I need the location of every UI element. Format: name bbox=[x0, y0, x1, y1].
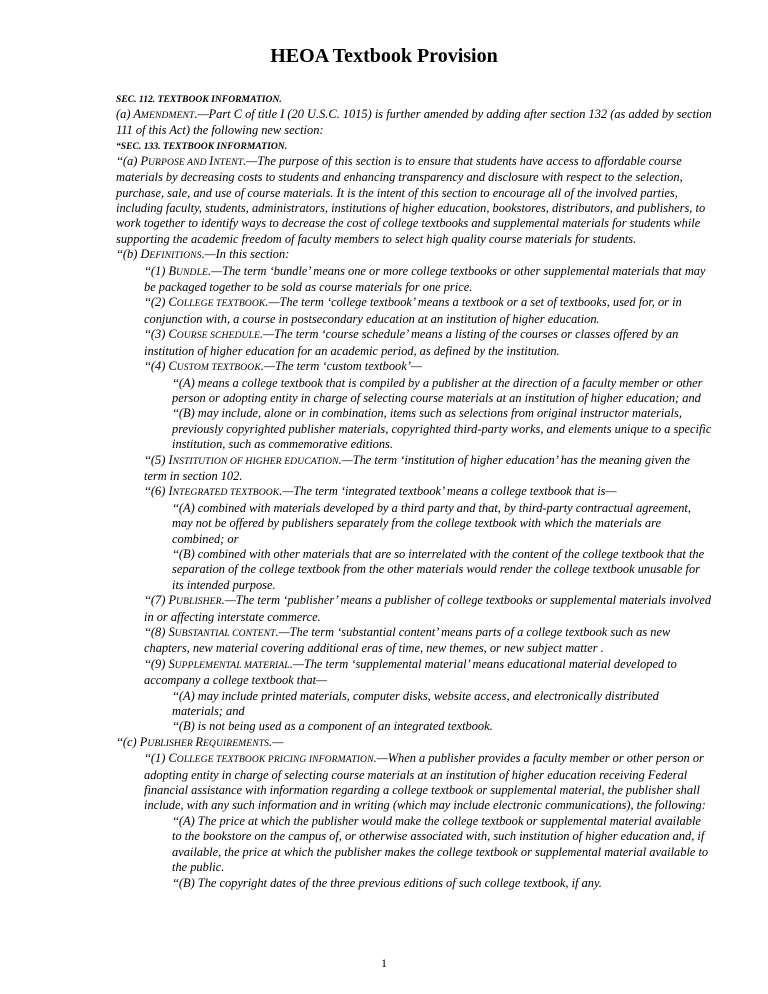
heading-small-caps: NSTITUTION OF HIGHER EDUCATION bbox=[172, 455, 339, 467]
provision-paragraph bbox=[116, 625, 712, 657]
provision-paragraph bbox=[116, 247, 712, 263]
provision-paragraph bbox=[116, 593, 712, 625]
paragraph-text: “SEC. 133. TEXTBOOK INFORMATION. bbox=[116, 140, 288, 152]
paragraph-text: ‘‘(A) The price at which the publisher would make the college textbook or supplemental material available to the bookstore on the campus of, or otherwise associated with, such institution of higher education and, if available, the price at which the publisher makes the college textbook or supplemental material available to the public. bbox=[172, 813, 709, 875]
section-heading bbox=[116, 139, 712, 154]
provision-paragraph bbox=[116, 327, 712, 359]
page-number: 1 bbox=[381, 956, 387, 970]
heading-small-caps: UBLISHER bbox=[176, 596, 222, 608]
heading-initial: I bbox=[168, 484, 173, 499]
provision-paragraph bbox=[116, 107, 712, 139]
heading-initial: C bbox=[168, 359, 177, 374]
heading-small-caps: OURSE SCHEDULE bbox=[176, 330, 260, 342]
paragraph-lead: ‘‘(1) bbox=[144, 751, 169, 766]
heading-small-caps: OLLEGE TEXTBOOK PRICING INFORMATION bbox=[176, 754, 374, 766]
paragraph-text: .—The term ‘course schedule’ means a listing of the courses or classes offered by an institution of higher education for an academic period, as defined by the institution. bbox=[144, 327, 679, 358]
provision-paragraph bbox=[116, 876, 712, 891]
paragraph-lead: ‘‘(b) bbox=[116, 247, 141, 262]
heading-initial: P bbox=[168, 593, 177, 608]
paragraph-text: .—Part C of title I (20 U.S.C. 1015) is further amended by adding after section 132 (as added by section 111 of this Act) the following new section: bbox=[116, 107, 712, 138]
heading-small-caps: UPPLEMENTAL MATERIAL bbox=[174, 659, 290, 671]
paragraph-lead: ‘‘(4) bbox=[144, 359, 169, 374]
heading-initial: P bbox=[140, 153, 149, 168]
paragraph-text: ‘‘(A) combined with materials developed by a third party and that, by third-party contractual agreement, may not be offered by publishers separately from the college textbook with which the materials are combined; or bbox=[172, 500, 691, 546]
paragraph-lead: ‘‘(a) bbox=[116, 153, 141, 168]
paragraph-text: .—The term ‘bundle’ means one or more college textbooks or other supplemental materials that may be packaged together to be sold as course materials for one price. bbox=[144, 263, 706, 295]
heading-initial: D bbox=[140, 247, 150, 262]
paragraph-lead: ‘‘(5) bbox=[144, 452, 169, 467]
paragraph-text: ‘‘(A) means a college textbook that is compiled by a publisher at the direction of a faculty member or other person or adopting entity in charge of selecting course materials at an institution of higher education; and bbox=[172, 375, 703, 405]
paragraph-text: .—The term ‘supplemental material’ means educational material developed to accompany a college textbook that— bbox=[144, 656, 677, 688]
provision-paragraph bbox=[116, 406, 712, 452]
heading-initial: S bbox=[168, 625, 175, 639]
paragraph-lead: ‘‘(7) bbox=[144, 593, 169, 608]
heading-small-caps: OLLEGE TEXTBOOK bbox=[176, 298, 266, 310]
heading-small-caps: NTEGRATED TEXTBOOK bbox=[172, 487, 280, 499]
heading-initial: P bbox=[139, 734, 148, 749]
provision-paragraph bbox=[116, 735, 712, 751]
heading-initial: C bbox=[168, 327, 177, 342]
provision-paragraph bbox=[116, 657, 712, 689]
paragraph-lead: ‘‘(3) bbox=[144, 327, 169, 342]
provision-paragraph bbox=[116, 154, 712, 247]
paragraph-text: ‘‘(A) may include printed materials, computer disks, website access, and electronically distributed materials; and bbox=[172, 688, 659, 719]
provision-paragraph bbox=[116, 359, 712, 375]
paragraph-text: ‘‘(B) The copyright dates of the three previous editions of such college textbook, if any. bbox=[172, 875, 602, 890]
provision-paragraph bbox=[116, 719, 712, 734]
paragraph-text: .—The term ‘publisher’ means a publisher of college textbooks or supplemental materials involved in or affecting interstate commerce. bbox=[144, 593, 712, 624]
provision-paragraph bbox=[116, 295, 712, 327]
paragraph-lead: ‘‘(c) bbox=[116, 734, 140, 749]
heading-small-caps: USTOM TEXTBOOK bbox=[176, 362, 261, 374]
heading-initial: C bbox=[168, 295, 177, 310]
heading-initial: A bbox=[133, 107, 141, 121]
provision-paragraph bbox=[116, 547, 712, 593]
section-heading bbox=[116, 92, 712, 107]
paragraph-text: .—The term ‘institution of higher education’ has the meaning given the term in section 102. bbox=[144, 452, 690, 483]
heading-initial: B bbox=[168, 263, 177, 278]
paragraph-text: ‘‘(B) may include, alone or in combination, items such as selections from original instructor materials, previously copyrighted publisher materials, copyrighted third-party works, and elements unique to a specific institution, such as commemorative editions. bbox=[172, 406, 712, 452]
heading-initial: S bbox=[168, 656, 175, 671]
provision-paragraph bbox=[116, 751, 712, 814]
provision-paragraph bbox=[116, 689, 712, 720]
paragraph-lead: ‘‘(8) bbox=[144, 625, 169, 639]
provision-paragraph bbox=[116, 501, 712, 547]
paragraph-text: .—The purpose of this section is to ensure that students have access to affordable course materials by decreasing costs to students and enhancing transparency and disclosure with respect to the selection, purchase, sale, and use of course materials. It is the intent of this section to encourage all of the involved parties, including faculty, students, administrators, institutions of higher education, bookstores, distributors, and publishers, to work together to identify ways to decrease the cost of college textbooks and supplemental materials for students while supporting the academic freedom of faculty members to select high quality course materials for students. bbox=[116, 153, 706, 246]
paragraph-lead: ‘‘(9) bbox=[144, 656, 169, 671]
heading-initial: I bbox=[209, 153, 214, 168]
paragraph-lead: ‘‘(2) bbox=[144, 295, 169, 310]
heading-initial: I bbox=[168, 452, 173, 467]
provision-paragraph bbox=[116, 484, 712, 500]
provision-paragraph bbox=[116, 264, 712, 296]
provision-paragraph bbox=[116, 376, 712, 407]
paragraph-text: SEC. 112. TEXTBOOK INFORMATION. bbox=[116, 94, 282, 105]
heading-small-caps: MENDMENT bbox=[140, 110, 195, 121]
paragraph-text: .—In this section: bbox=[201, 247, 290, 262]
heading-small-caps: UBSTANTIAL CONTENT bbox=[174, 628, 276, 639]
paragraph-text: .—When a publisher provides a faculty member or other person or adopting entity in charge of selecting course materials at an institution of higher education receiving Federal financial assistance with information regarding a college textbook or supplemental material, the publisher shall include, with any such information and in writing (which may include electronic communications), the following: bbox=[144, 751, 706, 813]
paragraph-lead: (a) bbox=[116, 107, 134, 121]
provision-paragraph bbox=[116, 453, 712, 485]
document-body bbox=[116, 92, 712, 891]
heading-small-caps: URPOSE AND bbox=[148, 156, 210, 168]
paragraph-text: ‘‘(B) combined with other materials that are so interrelated with the content of the college textbook that the separation of the college textbook from the other materials would render the college textbook unusable for its intended purpose. bbox=[172, 546, 705, 592]
document-title: HEOA Textbook Provision bbox=[270, 45, 498, 67]
paragraph-text: .—The term ‘custom textbook’— bbox=[260, 359, 422, 374]
paragraph-text: .—The term ‘substantial content’ means parts of a college textbook such as new chapters, new material covering additional eras of time, new themes, or new subject matter . bbox=[144, 625, 671, 656]
paragraph-lead: ‘‘(1) bbox=[144, 263, 169, 278]
paragraph-text: .—The term ‘integrated textbook’ means a college textbook that is— bbox=[279, 484, 617, 499]
heading-small-caps: UBLISHER bbox=[147, 737, 196, 749]
heading-initial: R bbox=[195, 734, 203, 749]
heading-small-caps: NTENT bbox=[213, 156, 244, 168]
provision-paragraph bbox=[116, 814, 712, 876]
paragraph-text: .—The term ‘college textbook’ means a textbook or a set of textbooks, used for, or in conjunction with, a course in postsecondary education at an institution of higher education. bbox=[144, 295, 682, 326]
paragraph-lead: ‘‘(6) bbox=[144, 484, 169, 499]
heading-small-caps: UNDLE bbox=[176, 266, 208, 278]
paragraph-text: ‘‘(B) is not being used as a component of an integrated textbook. bbox=[172, 719, 493, 734]
heading-small-caps: EFINITIONS bbox=[149, 250, 202, 262]
paragraph-text: .— bbox=[269, 734, 284, 749]
heading-initial: C bbox=[168, 751, 177, 766]
heading-small-caps: EQUIREMENTS bbox=[202, 737, 270, 749]
